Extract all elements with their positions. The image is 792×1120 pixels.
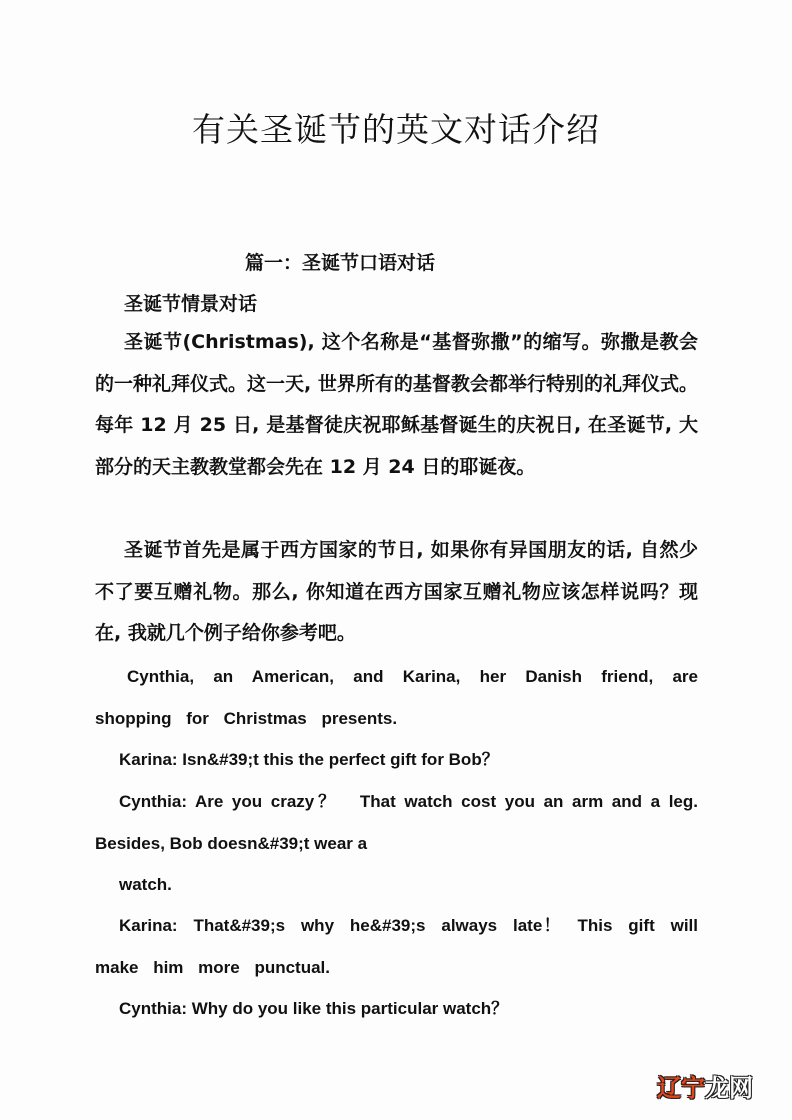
- english-intro-paragraph: Cynthia, an American, and Karina, her Danish friend, are shopping for Christmas presents.: [95, 667, 698, 728]
- dialogue-line: watch.: [119, 875, 172, 894]
- paragraph-intro: 圣诞节(Christmas), 这个名称是“基督弥撒”的缩写。弥撒是教会的一种礼拜仪式。这一天, 世界所有的基督教会都举行特别的礼拜仪式。每年 12 月 25 日, 是基督徒庆祝耶稣基督诞生的庆祝日, 在圣诞节, 大部分的天主教教堂都会先在 12 月 24 日的耶诞夜。: [95, 331, 698, 478]
- dialogue-line: Karina: Isn&#39;t this the perfect gift for Bob？: [119, 750, 499, 769]
- dialogue-line: Cynthia: Why do you like this particular watch？: [119, 999, 509, 1018]
- section-heading: 篇一：圣诞节口语对话: [245, 252, 436, 274]
- dialogue-line: Cynthia: Are you crazy？ That watch cost you an arm and a leg. Besides, Bob doesn&#39;t wear a: [95, 792, 698, 853]
- sub-heading: 圣诞节情景对话: [124, 293, 258, 315]
- watermark-part-2: 龙网: [705, 1074, 753, 1102]
- paragraph-gifts: 圣诞节首先是属于西方国家的节日, 如果你有异国朋友的话, 自然少不了要互赠礼物。那么, 你知道在西方国家互赠礼物应该怎样说吗？现在, 我就几个例子给你参考吧。: [95, 539, 698, 644]
- watermark-part-1: 辽宁: [657, 1074, 705, 1102]
- dialogue-line: Karina: That&#39;s why he&#39;s always late！ This gift will make him more punctual.: [95, 916, 698, 977]
- document-title: 有关圣诞节的英文对话介绍: [192, 110, 600, 149]
- watermark-logo: [657, 1068, 753, 1103]
